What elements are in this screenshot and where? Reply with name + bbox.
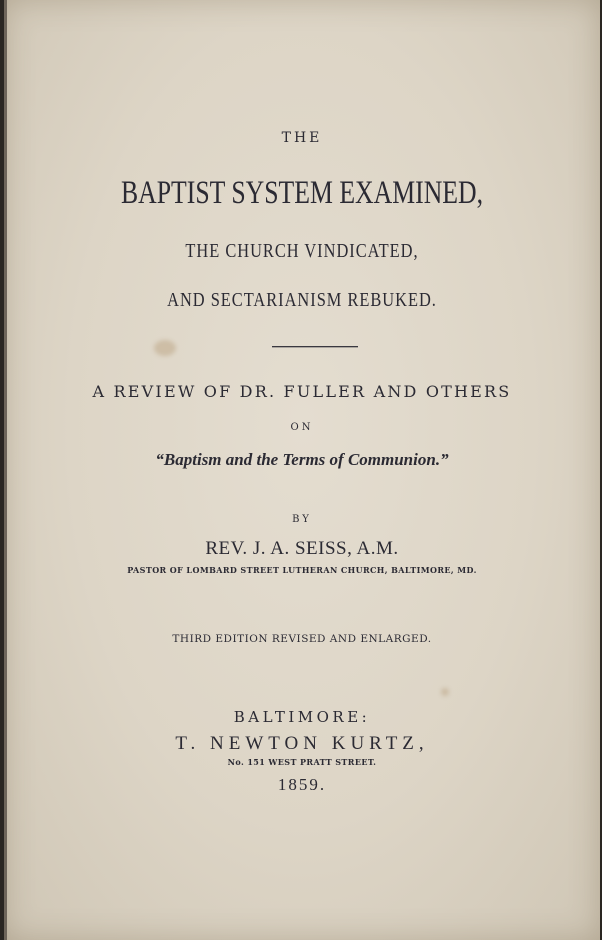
- edition-statement: THIRD EDITION REVISED AND ENLARGED.: [172, 633, 432, 645]
- review-line: A REVIEW OF DR. FULLER AND OTHERS: [92, 382, 512, 401]
- subtitle-church-vindicated: THE CHURCH VINDICATED,: [185, 240, 419, 262]
- imprint-city: BALTIMORE:: [233, 708, 371, 726]
- publisher-address: No. 151 WEST PRATT STREET.: [227, 757, 377, 767]
- author-position: PASTOR OF LOMBARD STREET LUTHERAN CHURCH, BALTIMORE, MD.: [127, 565, 477, 575]
- title-the: THE: [281, 130, 323, 146]
- book-title-page: [4, 0, 600, 940]
- author-name: REV. J. A. SEISS, A.M.: [205, 538, 399, 559]
- main-title: BAPTIST SYSTEM EXAMINED,: [120, 175, 484, 211]
- on-word: ON: [290, 422, 314, 433]
- by-word: BY: [292, 514, 312, 525]
- title-divider-rule: [272, 346, 358, 347]
- publisher-name: T. NEWTON KURTZ,: [175, 733, 429, 754]
- foxing-stain: [441, 688, 449, 696]
- quoted-work-title: “Baptism and the Terms of Communion.”: [155, 450, 449, 469]
- foxing-stain: [154, 340, 176, 356]
- publication-year: 1859.: [277, 775, 327, 794]
- subtitle-sectarianism-rebuked: AND SECTARIANISM REBUKED.: [167, 289, 437, 311]
